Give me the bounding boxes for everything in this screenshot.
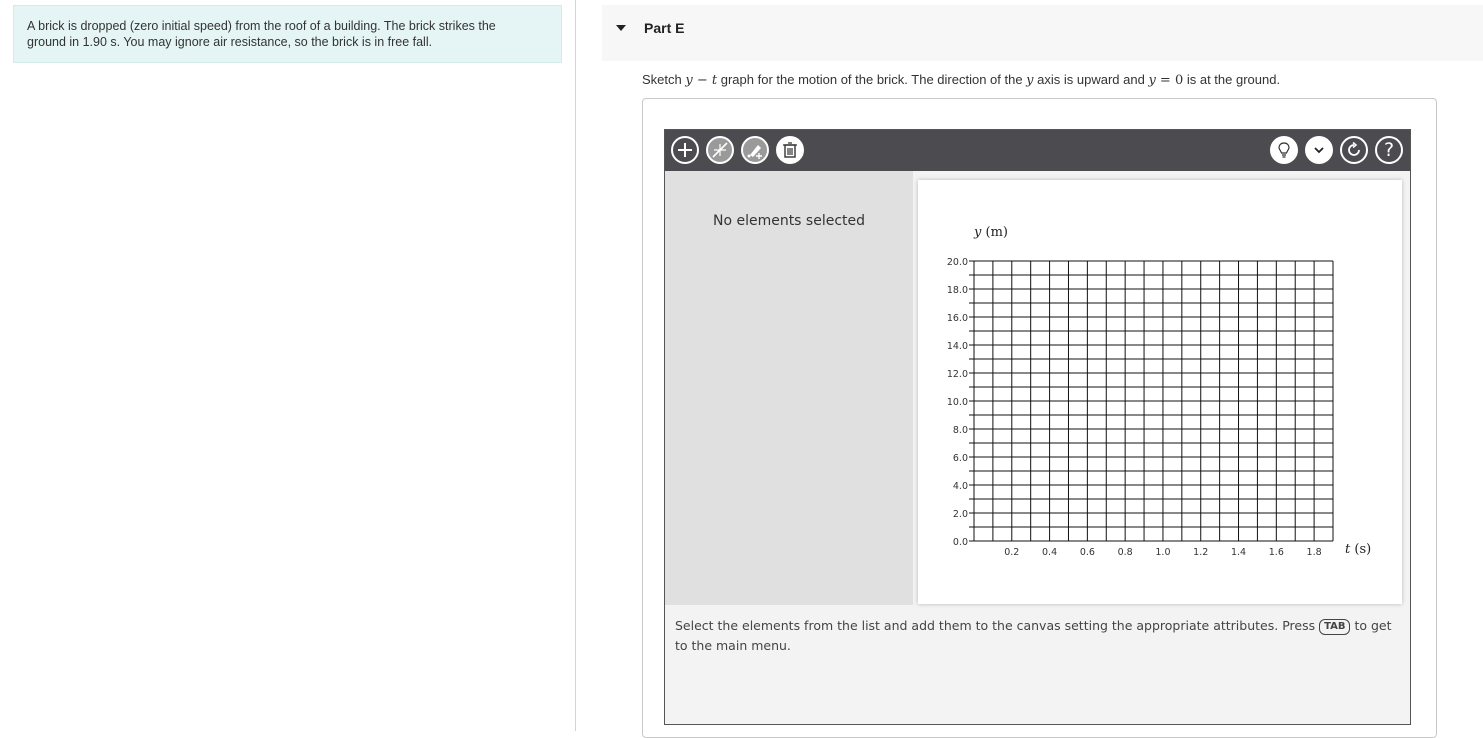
x-axis-label: t (s) [1345,542,1372,557]
y-tick-label: 10.0 [946,397,968,408]
y-tick-label: 6.0 [952,453,968,464]
line-tool-icon[interactable] [706,136,734,164]
y-tick-label: 18.0 [946,285,968,296]
hint-lightbulb-icon[interactable] [1270,136,1298,164]
x-tick-label: 0.6 [1079,547,1095,558]
y-tick-labels [947,257,968,548]
y-tick-label: 14.0 [946,341,968,352]
question-instruction: Sketch y − t graph for the motion of the brick. The direction of the y axis is upward and y = 0 is at the ground. [642,72,1281,88]
x-tick-labels [1004,547,1321,558]
reset-icon[interactable] [1340,136,1368,164]
y-tick-label: 8.0 [952,425,968,436]
y-tick-label: 2.0 [952,509,968,520]
tab-key-badge: TAB [1319,619,1350,635]
plus-icon[interactable] [671,136,699,164]
part-header[interactable] [602,5,1483,61]
graph-canvas[interactable] [918,180,1402,604]
column-divider [575,0,576,731]
chevron-down-icon[interactable] [1305,136,1333,164]
x-tick-label: 1.6 [1268,547,1284,558]
graph-svg[interactable] [918,180,1402,604]
x-tick-label: 1.0 [1155,547,1171,558]
y-tick-label: 20.0 [946,257,968,268]
edit-point-icon[interactable] [741,136,769,164]
problem-text-line2: ground in 1.90 s. You may ignore air resistance, so the brick is in free fall. [27,35,433,49]
x-tick-label: 0.8 [1117,547,1133,558]
problem-text-line1: A brick is dropped (zero initial speed) from the roof of a building. The brick strikes the [27,19,496,33]
x-tick-label: 1.8 [1306,547,1322,558]
x-tick-label: 1.2 [1193,547,1209,558]
x-tick-label: 0.2 [1004,547,1020,558]
x-tick-label: 0.4 [1042,547,1058,558]
graphing-toolbar [665,130,1410,171]
x-tick-label: 1.4 [1230,547,1247,558]
status-message: Select the elements from the list and add them to the canvas setting the appropriate attributes. Press TAB to get to the main menu. [675,618,1392,653]
no-elements-text: No elements selected [712,213,866,229]
trash-icon[interactable] [776,136,804,164]
y-tick-label: 4.0 [952,481,968,492]
y-axis-label: y (m) [974,225,1008,240]
help-icon[interactable] [1375,136,1403,164]
graphing-tool [664,129,1411,725]
problem-statement [13,5,562,63]
element-properties-panel [665,171,913,605]
y-tick-label: 0.0 [952,537,968,548]
y-tick-label: 16.0 [946,313,968,324]
collapse-caret-icon[interactable] [616,25,626,31]
y-tick-label: 12.0 [946,369,968,380]
part-title: Part E [644,20,685,36]
svg-text:?: ? [1383,139,1395,161]
graph-grid [969,261,1333,541]
